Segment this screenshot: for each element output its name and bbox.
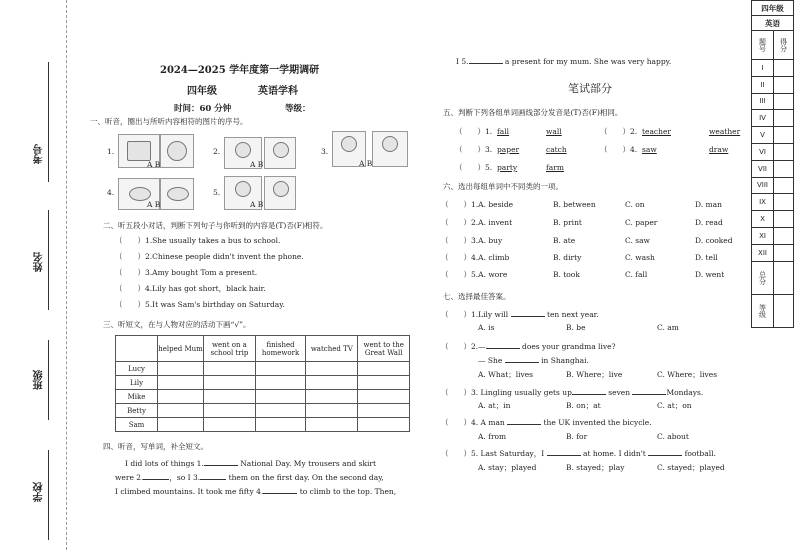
- blank-2[interactable]: [143, 471, 169, 480]
- question-text: （ ）1.Lily will: [441, 310, 509, 319]
- question-text: — She: [478, 356, 503, 365]
- word: paper: [497, 145, 520, 154]
- choice[interactable]: A. from: [478, 432, 507, 441]
- word: saw: [642, 145, 657, 154]
- grade-label: 四年级: [187, 86, 217, 97]
- question-text: the UK invented the bicycle.: [543, 418, 652, 427]
- subject-label: 英语学科: [258, 86, 298, 97]
- option-c: C. wash: [625, 253, 655, 262]
- word: party: [497, 163, 518, 172]
- score-cell[interactable]: [774, 110, 794, 127]
- question-text: at home. I didn't: [583, 449, 646, 458]
- passage-text: I climbed mountains. It took me fifty 4.: [115, 487, 264, 496]
- choice[interactable]: C. stayed；played: [657, 463, 725, 472]
- answer-blank[interactable]: [507, 416, 541, 425]
- score-col-question: 题号: [752, 31, 774, 60]
- choice[interactable]: C. am: [657, 323, 679, 332]
- passage-text: to climb to the top. Then,: [299, 487, 397, 496]
- table-cell[interactable]: [204, 362, 256, 376]
- score-col-score: 得分: [774, 31, 794, 60]
- item-number: 5.: [213, 188, 221, 197]
- score-row-label: VII: [752, 160, 774, 177]
- question-2[interactable]: [441, 340, 616, 352]
- option-d: D. went: [695, 270, 725, 279]
- section7-title: 七、选择最佳答案。: [443, 292, 511, 301]
- picture-1b: [160, 134, 194, 168]
- score-cell[interactable]: [774, 160, 794, 177]
- score-row-label: I: [752, 60, 774, 77]
- score-row-label: IX: [752, 194, 774, 211]
- score-cell[interactable]: [774, 211, 794, 228]
- passage-line-4: [456, 55, 671, 67]
- choice-ab[interactable]: A B: [147, 160, 161, 169]
- score-row-label: X: [752, 211, 774, 228]
- table-cell[interactable]: [306, 376, 358, 390]
- score-cell[interactable]: [774, 76, 794, 93]
- question-text: football.: [684, 449, 716, 458]
- score-cell[interactable]: [774, 261, 794, 294]
- table-cell[interactable]: [158, 362, 204, 376]
- tf-question[interactable]: （ ）3.Amy bought Tom a present.: [115, 268, 258, 277]
- option-c: C. paper: [625, 218, 658, 227]
- question-text: （ ）2.—: [441, 342, 486, 351]
- option-b: B. ate: [553, 236, 576, 245]
- section3-title: 三、听短文，在与人物对应的活动下画“√”。: [103, 320, 251, 329]
- table-cell[interactable]: [306, 404, 358, 418]
- school-label: 学校: [34, 482, 45, 502]
- answer-blank[interactable]: [486, 340, 520, 349]
- table-cell[interactable]: [358, 376, 410, 390]
- choice[interactable]: A. at；in: [478, 401, 511, 410]
- passage-line-1: [125, 457, 376, 469]
- word: wall: [546, 127, 562, 136]
- option-b: B. between: [553, 200, 596, 209]
- choice-ab[interactable]: A B: [250, 160, 264, 169]
- passage-line-3: [115, 485, 396, 497]
- answer-paren[interactable]: （ ）1.: [455, 127, 493, 136]
- word: catch: [546, 145, 567, 154]
- table-header: finished homework: [255, 336, 305, 362]
- score-table: [751, 0, 794, 328]
- question-5[interactable]: [441, 447, 716, 459]
- table-cell[interactable]: [158, 376, 204, 390]
- table-row-name: Lucy: [116, 362, 158, 376]
- score-row-label: VIII: [752, 177, 774, 194]
- answer-paren[interactable]: （ ）2.: [600, 127, 638, 136]
- question-text: seven: [608, 388, 631, 397]
- option-d: D. tell: [695, 253, 718, 262]
- option-d: D. read: [695, 218, 723, 227]
- blank-5[interactable]: [469, 55, 503, 64]
- tf-question[interactable]: （ ）4.Lily has got short，black hair.: [115, 284, 266, 293]
- answer-paren[interactable]: （ ）3.: [455, 145, 493, 154]
- table-cell[interactable]: [158, 390, 204, 404]
- item-number: 3.: [321, 147, 329, 156]
- option-d: D. cooked: [695, 236, 733, 245]
- passage-text: I did lots of things 1.: [125, 459, 204, 468]
- word: draw: [709, 145, 729, 154]
- passage-text: I 5.: [456, 57, 469, 66]
- exam-number-line[interactable]: [48, 62, 49, 182]
- section6-title: 六、选出每组单词中不同类的一项。: [443, 182, 563, 191]
- question-text: （ ）4. A man: [441, 418, 505, 427]
- score-cell[interactable]: [774, 143, 794, 160]
- page-title: 2024—2025 学年度第一学期调研: [160, 65, 320, 76]
- question-4[interactable]: [441, 416, 652, 428]
- choice[interactable]: A. What；lives: [478, 370, 534, 379]
- choice[interactable]: C. about: [657, 432, 689, 441]
- table-cell[interactable]: [204, 376, 256, 390]
- written-section-title: 笔试部分: [568, 82, 612, 95]
- question-3[interactable]: [441, 386, 703, 398]
- option-b: B. print: [553, 218, 582, 227]
- option-b: B. dirty: [553, 253, 582, 262]
- answer-blank[interactable]: [648, 447, 682, 456]
- passage-line-2: [115, 471, 384, 483]
- score-row-label: VI: [752, 143, 774, 160]
- question-1[interactable]: [441, 308, 599, 320]
- question-text: Mondays.: [666, 388, 704, 397]
- score-row-label: III: [752, 93, 774, 110]
- exam-number-label: 考号: [34, 144, 45, 164]
- table-cell[interactable]: [306, 390, 358, 404]
- table-cell[interactable]: [306, 362, 358, 376]
- question-text: ten next year.: [546, 310, 599, 319]
- question-text: does your grandma live?: [522, 342, 616, 351]
- table-cell[interactable]: [255, 376, 305, 390]
- answer-blank[interactable]: [547, 447, 581, 456]
- choice[interactable]: A. stay；played: [478, 463, 537, 472]
- score-row-label: 等级: [752, 294, 774, 327]
- binding-line: [66, 0, 67, 550]
- score-row-label: XI: [752, 227, 774, 244]
- option-b: B. took: [553, 270, 580, 279]
- table-header: helped Mum: [158, 336, 204, 362]
- table-header: watched TV: [306, 336, 358, 362]
- table-row-name: Betty: [116, 404, 158, 418]
- score-cell[interactable]: [774, 294, 794, 327]
- table-header: went to the Great Wall: [358, 336, 410, 362]
- option-d: D. man: [695, 200, 722, 209]
- section2-title: 二、听五段小对话，判断下列句子与你听到的内容是(T)否(F)相符。: [103, 221, 328, 230]
- choice[interactable]: A. is: [478, 323, 495, 332]
- question-text: （ ）3. Lingling usually gets up: [441, 388, 572, 397]
- class-label: 班级: [34, 370, 45, 390]
- name-label: 姓名: [34, 252, 45, 272]
- word: fall: [497, 127, 510, 136]
- table-corner: [116, 336, 158, 362]
- section5-title: 五、判断下列各组单词画线部分发音是(T)否(F)相同。: [443, 108, 623, 117]
- passage-text: them on the first day. On the second day,: [228, 473, 384, 482]
- tf-question[interactable]: （ ）1.She usually takes a bus to school.: [115, 236, 281, 245]
- blank-1[interactable]: [204, 457, 238, 466]
- table-cell[interactable]: [358, 418, 410, 432]
- table-cell[interactable]: [204, 404, 256, 418]
- answer-paren[interactable]: （ ）5.: [455, 163, 493, 172]
- answer-blank[interactable]: [505, 354, 539, 363]
- score-cell[interactable]: [774, 93, 794, 110]
- question-2-reply: [478, 354, 589, 366]
- score-title: 四年级: [752, 1, 794, 16]
- table-cell[interactable]: [358, 404, 410, 418]
- score-cell[interactable]: [774, 227, 794, 244]
- answer-blank[interactable]: [511, 308, 545, 317]
- option-a[interactable]: （ ）3.A. buy: [441, 236, 503, 245]
- picture-2b: [264, 137, 296, 169]
- score-cell[interactable]: [774, 244, 794, 261]
- activity-table: [115, 335, 410, 432]
- choice[interactable]: B. for: [566, 432, 588, 441]
- choice-ab[interactable]: A B: [147, 200, 161, 209]
- option-c: C. fall: [625, 270, 648, 279]
- score-cell[interactable]: [774, 60, 794, 77]
- choice[interactable]: B. Where；live: [566, 370, 623, 379]
- score-row-label: IV: [752, 110, 774, 127]
- item-number: 4.: [107, 188, 115, 197]
- score-subtitle: 英语: [752, 16, 794, 31]
- choice-ab[interactable]: A B: [250, 200, 264, 209]
- option-a[interactable]: （ ）5.A. wore: [441, 270, 508, 279]
- choice[interactable]: B. be: [566, 323, 586, 332]
- passage-text: National Day. My trousers and skirt: [240, 459, 377, 468]
- answer-blank[interactable]: [572, 386, 606, 395]
- word: farm: [546, 163, 564, 172]
- picture-3b: [372, 131, 408, 167]
- tf-question[interactable]: （ ）5.It was Sam's birthday on Saturday.: [115, 300, 285, 309]
- question-text: （ ）5. Last Saturday，I: [441, 449, 545, 458]
- level-label: 等级：: [285, 104, 311, 114]
- tf-question[interactable]: （ ）2.Chinese people didn't invent the phone.: [115, 252, 304, 261]
- passage-text: a present for my mum. She was very happy.: [504, 57, 672, 66]
- score-row-label: V: [752, 127, 774, 144]
- section4-title: 四、听音，写单词，补全短文。: [103, 442, 208, 451]
- choice-ab[interactable]: A B: [359, 159, 373, 168]
- school-line[interactable]: [48, 450, 49, 540]
- picture-4b: [160, 178, 194, 210]
- score-row-label: II: [752, 76, 774, 93]
- table-cell[interactable]: [204, 390, 256, 404]
- item-number: 1.: [107, 147, 115, 156]
- choice[interactable]: C. Where；lives: [657, 370, 718, 379]
- table-cell[interactable]: [255, 404, 305, 418]
- item-number: 2.: [213, 147, 221, 156]
- choice[interactable]: B. stayed；play: [566, 463, 625, 472]
- table-cell[interactable]: [158, 404, 204, 418]
- blank-4[interactable]: [263, 485, 297, 494]
- option-c: C. saw: [625, 236, 650, 245]
- choice[interactable]: C. at；on: [657, 401, 692, 410]
- table-cell[interactable]: [255, 390, 305, 404]
- score-row-label: XII: [752, 244, 774, 261]
- passage-text: ，so I 3.: [169, 473, 201, 482]
- table-cell[interactable]: [358, 362, 410, 376]
- table-cell[interactable]: [358, 390, 410, 404]
- table-row-name: Sam: [116, 418, 158, 432]
- option-a[interactable]: （ ）2.A. invent: [441, 218, 513, 227]
- table-cell[interactable]: [255, 362, 305, 376]
- score-cell[interactable]: [774, 127, 794, 144]
- score-cell[interactable]: [774, 177, 794, 194]
- option-a[interactable]: （ ）1.A. beside: [441, 200, 514, 209]
- time-label: 时间：60 分钟: [174, 104, 232, 114]
- table-row-name: Lily: [116, 376, 158, 390]
- table-cell[interactable]: [158, 418, 204, 432]
- question-text: in Shanghai.: [541, 356, 589, 365]
- choice[interactable]: B. on；at: [566, 401, 601, 410]
- answer-blank[interactable]: [632, 386, 666, 395]
- passage-text: were 2.: [115, 473, 144, 482]
- table-cell[interactable]: [255, 418, 305, 432]
- picture-5b: [264, 176, 296, 210]
- table-header: went on a school trip: [204, 336, 256, 362]
- word: teacher: [642, 127, 671, 136]
- option-c: C. on: [625, 200, 645, 209]
- section1-title: 一、听音，圈出与所听内容相符的图片的序号。: [90, 117, 248, 126]
- option-a[interactable]: （ ）4.A. climb: [441, 253, 510, 262]
- name-line[interactable]: [48, 210, 49, 310]
- blank-3[interactable]: [200, 471, 226, 480]
- score-cell[interactable]: [774, 194, 794, 211]
- table-cell[interactable]: [204, 418, 256, 432]
- class-line[interactable]: [48, 340, 49, 420]
- word: weather: [709, 127, 741, 136]
- answer-paren[interactable]: （ ）4.: [600, 145, 638, 154]
- table-cell[interactable]: [306, 418, 358, 432]
- score-row-label: 总分: [752, 261, 774, 294]
- table-row-name: Mike: [116, 390, 158, 404]
